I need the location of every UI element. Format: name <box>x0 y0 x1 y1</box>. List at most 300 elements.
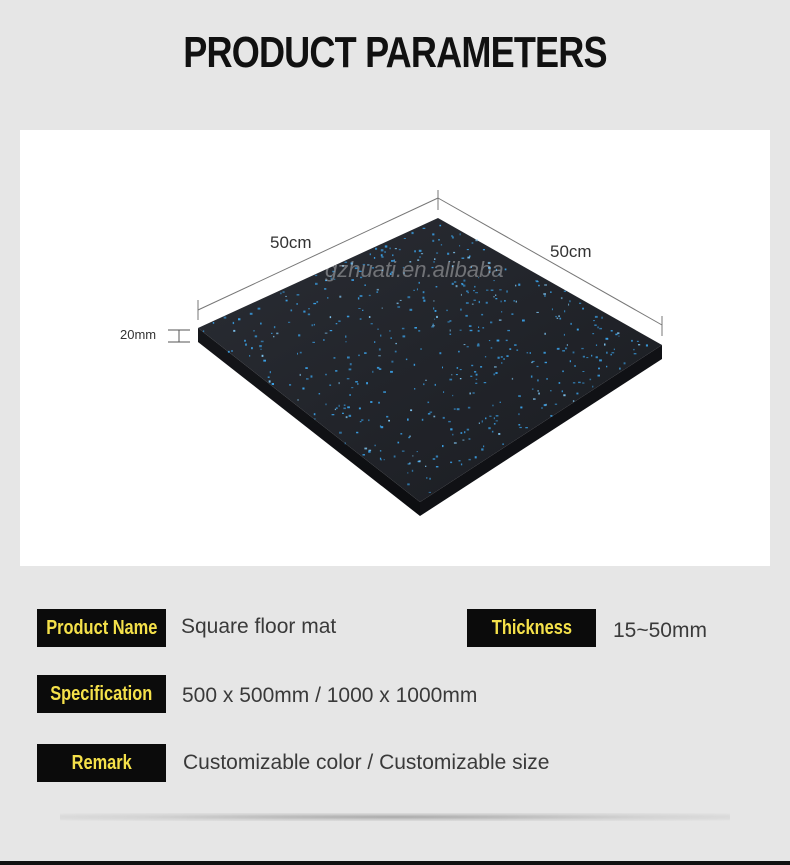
mat-fleck <box>417 451 418 452</box>
mat-fleck <box>423 291 425 293</box>
mat-fleck <box>385 245 388 247</box>
mat-fleck <box>378 355 381 356</box>
mat-fleck <box>506 290 507 292</box>
mat-fleck <box>274 326 275 328</box>
mat-fleck <box>414 290 415 291</box>
mat-fleck <box>471 365 473 366</box>
mat-fleck <box>347 406 350 408</box>
mat-fleck <box>263 360 266 362</box>
mat-fleck <box>492 431 494 433</box>
mat-fleck <box>344 405 346 406</box>
mat-fleck <box>319 393 321 394</box>
mat-fleck <box>545 362 547 363</box>
mat-fleck <box>486 290 488 291</box>
mat-fleck <box>360 318 362 320</box>
floor-mat-illustration <box>20 130 770 566</box>
mat-fleck <box>574 365 576 367</box>
mat-fleck <box>412 470 413 472</box>
mat-fleck <box>468 407 470 409</box>
mat-fleck <box>432 233 434 235</box>
mat-fleck <box>582 308 584 310</box>
mat-fleck <box>454 442 457 443</box>
mat-fleck <box>646 344 648 346</box>
mat-fleck <box>478 343 480 344</box>
mat-fleck <box>562 390 563 392</box>
mat-fleck <box>233 330 235 332</box>
mat-fleck <box>582 383 584 384</box>
mat-fleck <box>462 440 464 441</box>
mat-fleck <box>478 327 479 329</box>
mat-fleck <box>576 393 578 395</box>
mat-fleck <box>425 466 426 467</box>
mat-fleck <box>343 408 346 410</box>
mat-fleck <box>402 328 405 330</box>
mat-fleck <box>395 351 397 353</box>
mat-fleck <box>433 300 434 301</box>
mat-fleck <box>474 371 476 373</box>
mat-fleck <box>485 418 486 420</box>
mat-fleck <box>500 402 501 403</box>
mat-fleck <box>472 242 474 244</box>
mat-fleck <box>302 388 304 390</box>
mat-fleck <box>448 421 451 422</box>
mat-fleck <box>495 372 497 374</box>
mat-fleck <box>315 275 317 276</box>
mat-fleck <box>467 249 469 250</box>
mat-fleck <box>402 451 405 452</box>
mat-fleck <box>345 442 346 444</box>
mat-fleck <box>460 369 462 370</box>
mat-fleck <box>342 413 344 414</box>
mat-fleck <box>308 308 309 309</box>
mat-fleck <box>213 322 214 324</box>
mat-fleck <box>300 374 301 376</box>
mat-fleck <box>491 347 493 348</box>
mat-fleck <box>460 330 462 331</box>
mat-fleck <box>465 315 467 317</box>
mat-fleck <box>494 366 497 367</box>
mat-fleck <box>380 335 381 337</box>
mat-fleck <box>494 423 496 425</box>
mat-fleck <box>460 378 462 379</box>
mat-fleck <box>638 344 640 345</box>
mat-fleck <box>453 252 455 253</box>
mat-fleck <box>436 253 438 254</box>
mat-fleck <box>346 416 348 418</box>
mat-fleck <box>435 384 436 386</box>
mat-fleck <box>466 290 468 292</box>
mat-fleck <box>414 364 415 366</box>
mat-fleck <box>464 344 466 345</box>
mat-fleck <box>446 310 448 311</box>
mat-fleck <box>423 297 425 299</box>
mat-fleck <box>297 399 299 401</box>
mat-fleck <box>423 300 425 302</box>
mat-fleck <box>356 432 358 434</box>
mat-fleck <box>273 336 274 337</box>
mat-fleck <box>479 301 480 303</box>
mat-fleck <box>434 319 435 320</box>
mat-fleck <box>397 306 400 307</box>
mat-fleck <box>519 427 521 428</box>
thickness-value: 15~50mm <box>613 619 707 642</box>
mat-fleck <box>432 240 434 242</box>
mat-fleck <box>594 325 596 326</box>
mat-fleck <box>390 371 393 373</box>
mat-fleck <box>555 316 557 317</box>
mat-fleck <box>291 310 293 312</box>
mat-fleck <box>509 348 511 350</box>
mat-fleck <box>506 340 508 341</box>
mat-fleck <box>296 303 298 305</box>
mat-fleck <box>410 409 412 411</box>
mat-fleck <box>395 248 397 249</box>
mat-fleck <box>452 434 453 436</box>
mat-fleck <box>573 382 575 383</box>
mat-fleck <box>314 418 315 419</box>
mat-fleck <box>563 394 565 396</box>
mat-fleck <box>582 371 584 372</box>
mat-fleck <box>541 408 543 409</box>
mat-fleck <box>452 236 454 238</box>
mat-fleck <box>450 462 452 464</box>
mat-fleck <box>493 296 494 297</box>
mat-fleck <box>460 233 461 235</box>
mat-fleck <box>364 285 366 286</box>
mat-fleck <box>538 393 540 395</box>
mat-fleck <box>325 333 328 334</box>
mat-fleck <box>478 330 480 332</box>
mat-fleck <box>552 308 553 310</box>
mat-fleck <box>581 348 583 349</box>
mat-fleck <box>599 359 602 361</box>
mat-fleck <box>596 344 597 346</box>
mat-fleck <box>231 350 232 352</box>
mat-fleck <box>557 348 559 350</box>
mat-fleck <box>492 405 493 407</box>
mat-fleck <box>498 433 500 435</box>
mat-fleck <box>423 383 424 385</box>
mat-fleck <box>565 348 567 350</box>
mat-fleck <box>430 478 431 480</box>
mat-fleck <box>461 464 462 466</box>
dimension-width-label: 50cm <box>550 242 592 261</box>
mat-fleck <box>439 225 441 227</box>
mat-fleck <box>398 442 400 444</box>
mat-fleck <box>449 379 452 381</box>
mat-fleck <box>516 301 517 303</box>
mat-fleck <box>251 347 253 349</box>
mat-fleck <box>518 413 519 415</box>
mat-fleck <box>561 297 563 299</box>
mat-fleck <box>504 358 505 360</box>
mat-fleck <box>451 374 452 375</box>
mat-fleck <box>374 445 376 447</box>
mat-fleck <box>268 377 270 378</box>
mat-fleck <box>592 333 594 334</box>
mat-fleck <box>507 330 510 331</box>
mat-fleck <box>464 431 465 433</box>
mat-fleck <box>469 438 471 439</box>
mat-fleck <box>490 322 492 324</box>
mat-fleck <box>486 302 488 304</box>
mat-fleck <box>369 295 371 296</box>
mat-fleck <box>543 293 546 294</box>
mat-fleck <box>433 416 435 418</box>
mat-fleck <box>361 419 363 421</box>
mat-fleck <box>544 284 547 285</box>
mat-fleck <box>404 238 406 239</box>
mat-fleck <box>368 451 370 453</box>
mat-fleck <box>472 304 474 305</box>
mat-fleck <box>224 317 227 319</box>
mat-fleck <box>606 366 607 368</box>
mat-fleck <box>369 316 371 318</box>
dimension-thickness-label: 20mm <box>120 327 157 342</box>
remark-label: Remark <box>37 744 166 782</box>
product-image <box>20 130 770 566</box>
mat-fleck <box>436 456 438 458</box>
mat-fleck <box>450 330 451 332</box>
page-title: PRODUCT PARAMETERS <box>183 28 607 77</box>
mat-fleck <box>345 336 346 338</box>
mat-fleck <box>611 330 613 331</box>
mat-fleck <box>339 405 340 407</box>
mat-fleck <box>410 309 413 311</box>
mat-fleck <box>448 321 450 322</box>
mat-fleck <box>577 329 579 331</box>
mat-fleck <box>538 285 540 287</box>
mat-fleck <box>335 409 336 410</box>
mat-fleck <box>347 357 350 359</box>
mat-fleck <box>505 269 507 271</box>
mat-fleck <box>474 300 476 301</box>
mat-fleck <box>571 323 572 325</box>
mat-fleck <box>458 351 460 353</box>
mat-fleck <box>407 483 410 485</box>
mat-fleck <box>435 310 437 312</box>
mat-fleck <box>283 291 285 293</box>
mat-fleck <box>583 356 585 358</box>
mat-fleck <box>389 330 390 331</box>
mat-fleck <box>358 355 360 357</box>
mat-fleck <box>544 333 546 335</box>
mat-fleck <box>378 402 380 404</box>
mat-fleck <box>420 348 421 350</box>
mat-fleck <box>518 395 520 397</box>
mat-fleck <box>564 310 565 312</box>
mat-fleck <box>452 283 454 285</box>
mat-fleck <box>599 328 602 329</box>
mat-fleck <box>557 318 559 319</box>
mat-fleck <box>591 355 592 357</box>
mat-fleck <box>408 437 410 438</box>
mat-fleck <box>250 313 253 315</box>
mat-fleck <box>260 349 261 350</box>
mat-fleck <box>531 376 533 378</box>
mat-fleck <box>482 327 484 329</box>
mat-fleck <box>382 307 383 309</box>
mat-fleck <box>550 291 552 293</box>
mat-fleck <box>363 454 366 455</box>
mat-fleck <box>477 345 480 347</box>
mat-fleck <box>357 383 358 385</box>
mat-fleck <box>610 354 612 356</box>
mat-fleck <box>495 298 497 299</box>
mat-fleck <box>409 462 411 463</box>
mat-fleck <box>496 420 498 421</box>
mat-fleck <box>474 286 475 288</box>
mat-fleck <box>533 398 536 399</box>
mat-fleck <box>555 404 557 405</box>
mat-fleck <box>637 341 639 342</box>
mat-fleck <box>374 341 375 343</box>
mat-fleck <box>469 393 471 395</box>
mat-fleck <box>447 253 449 255</box>
mat-fleck <box>564 291 566 292</box>
mat-fleck <box>391 361 393 363</box>
mat-fleck <box>233 322 234 324</box>
specification-label: Specification <box>37 675 166 713</box>
mat-fleck <box>349 415 352 417</box>
mat-fleck <box>567 344 568 346</box>
mat-fleck <box>326 404 327 406</box>
mat-fleck <box>336 407 338 408</box>
mat-fleck <box>568 304 569 306</box>
mat-fleck <box>520 407 522 409</box>
mat-fleck <box>426 477 427 478</box>
mat-fleck <box>516 350 518 351</box>
mat-fleck <box>586 357 588 358</box>
mat-fleck <box>450 428 452 430</box>
mat-fleck <box>631 340 633 342</box>
watermark: gzhuati.en.alibaba <box>325 257 504 282</box>
mat-fleck <box>407 472 408 473</box>
mat-fleck <box>419 250 422 252</box>
mat-fleck <box>535 280 538 281</box>
mat-fleck <box>525 427 528 428</box>
mat-fleck <box>298 334 300 336</box>
mat-fleck <box>518 424 520 425</box>
mat-fleck <box>546 404 547 406</box>
dimension-length-label: 50cm <box>270 233 312 252</box>
mat-fleck <box>481 314 483 316</box>
mat-fleck <box>271 333 272 334</box>
mat-fleck <box>436 286 438 287</box>
mat-fleck <box>261 341 264 343</box>
mat-fleck <box>614 349 615 351</box>
mat-fleck <box>303 311 305 313</box>
mat-fleck <box>498 357 500 359</box>
mat-fleck <box>456 285 458 287</box>
mat-fleck <box>312 342 315 343</box>
mat-fleck <box>391 337 392 338</box>
mat-fleck <box>366 382 368 384</box>
mat-fleck <box>606 338 608 339</box>
mat-fleck <box>306 378 309 380</box>
mat-fleck <box>403 335 406 337</box>
mat-fleck <box>558 316 560 317</box>
mat-fleck <box>537 379 538 381</box>
mat-fleck <box>518 284 520 286</box>
mat-fleck <box>550 390 551 391</box>
mat-fleck <box>388 420 390 422</box>
mat-fleck <box>228 351 230 353</box>
mat-fleck <box>441 244 442 245</box>
mat-fleck <box>380 450 381 451</box>
mat-fleck <box>442 445 444 447</box>
mat-fleck <box>562 350 565 351</box>
mat-fleck <box>570 360 571 362</box>
mat-fleck <box>381 459 382 461</box>
mat-fleck <box>347 316 349 318</box>
mat-fleck <box>497 340 500 342</box>
mat-fleck <box>469 459 471 460</box>
mat-fleck <box>473 393 475 394</box>
mat-fleck <box>312 324 314 326</box>
mat-fleck <box>501 311 502 312</box>
mat-fleck <box>479 423 480 424</box>
mat-fleck <box>634 353 637 354</box>
mat-fleck <box>360 421 362 422</box>
mat-fleck <box>460 309 461 311</box>
mat-fleck <box>595 316 598 318</box>
mat-fleck <box>381 254 383 256</box>
mat-fleck <box>530 352 531 353</box>
mat-fleck <box>559 382 561 384</box>
mat-fleck <box>463 285 465 287</box>
mat-fleck <box>423 228 426 229</box>
mat-fleck <box>484 382 487 383</box>
mat-fleck <box>544 295 546 297</box>
mat-fleck <box>511 313 513 315</box>
mat-fleck <box>579 303 581 304</box>
mat-fleck <box>612 352 615 353</box>
mat-fleck <box>289 384 291 385</box>
mat-fleck <box>336 323 338 324</box>
mat-fleck <box>325 374 326 376</box>
mat-fleck <box>619 368 620 370</box>
mat-fleck <box>470 376 472 377</box>
mat-fleck <box>414 327 417 329</box>
mat-fleck <box>384 251 385 253</box>
mat-fleck <box>536 312 538 313</box>
mat-fleck <box>481 448 483 450</box>
mat-fleck <box>456 374 458 375</box>
mat-fleck <box>286 300 288 302</box>
mat-fleck <box>538 390 539 392</box>
bottom-border <box>0 861 790 865</box>
mat-fleck <box>504 300 506 302</box>
mat-fleck <box>564 334 565 336</box>
mat-fleck <box>315 283 318 285</box>
mat-fleck <box>245 344 247 346</box>
mat-fleck <box>330 330 333 331</box>
mat-fleck <box>390 248 391 250</box>
mat-fleck <box>544 352 546 354</box>
mat-fleck <box>408 296 411 298</box>
mat-fleck <box>602 317 603 319</box>
mat-fleck <box>377 329 379 330</box>
mat-fleck <box>368 419 369 421</box>
mat-fleck <box>414 388 415 390</box>
mat-fleck <box>350 363 352 365</box>
mat-fleck <box>476 374 478 376</box>
remark-value: Customizable color / Customizable size <box>183 751 550 774</box>
mat-fleck <box>578 382 581 383</box>
mat-fleck <box>311 375 313 377</box>
mat-fleck <box>592 386 593 388</box>
